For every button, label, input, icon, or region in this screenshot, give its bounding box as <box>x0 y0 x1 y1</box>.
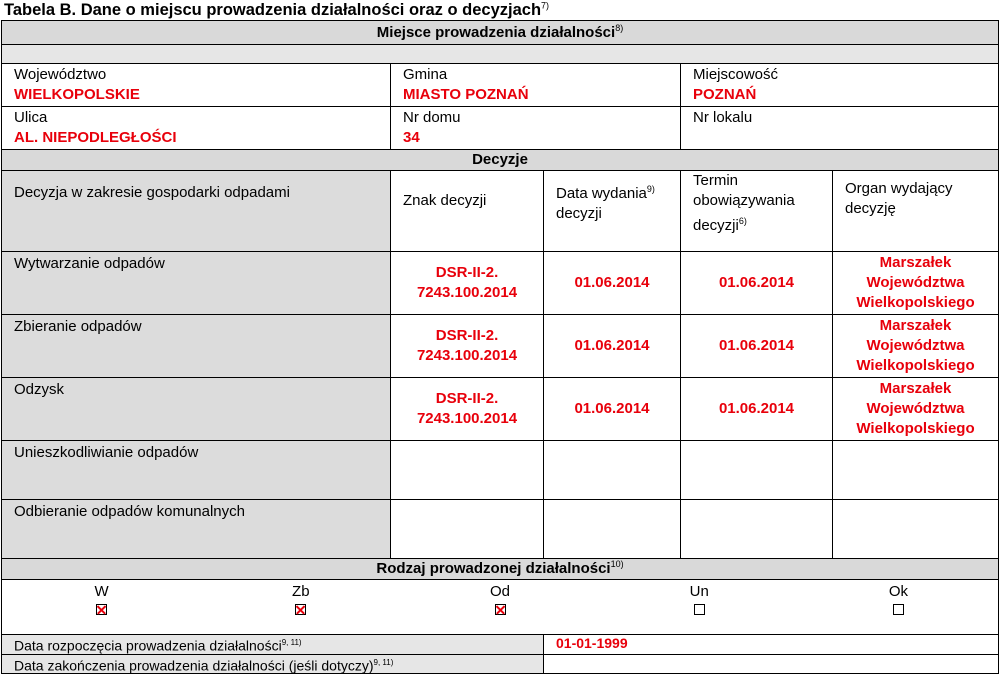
decision-termin <box>681 441 833 500</box>
decision-type: Odzysk <box>2 378 391 441</box>
decision-znak <box>391 441 544 500</box>
miejscowosc-field: Miejscowość POZNAŃ <box>681 64 999 107</box>
decision-type: Wytwarzanie odpadów <box>2 252 391 315</box>
decision-organ: Marszałek Województwa Wielkopolskiego <box>833 315 999 378</box>
decision-data: 01.06.2014 <box>544 315 681 378</box>
end-date-value <box>544 654 999 674</box>
activity-item: Zb <box>206 583 396 619</box>
decision-data <box>544 500 681 559</box>
decision-organ: Marszałek Województwa Wielkopolskiego <box>833 378 999 441</box>
col-header-data: Data wydania$^{9)}$ decyzji <box>544 171 681 252</box>
decision-znak <box>391 500 544 559</box>
col-header-termin: Termin obowiązywania decyzji$^{6)}$ <box>681 171 833 252</box>
start-date-label: Data rozpoczęcia prowadzenia działalności$^{9, 11)}$ <box>2 635 544 655</box>
activity-item: Un <box>604 583 794 619</box>
decision-znak: DSR-II-2. 7243.100.2014 <box>391 315 544 378</box>
col-header-type: Decyzja w zakresie gospodarki odpadami <box>2 171 391 252</box>
activity-checkboxes <box>2 580 999 635</box>
decision-organ <box>833 441 999 500</box>
decision-termin: 01.06.2014 <box>681 378 833 441</box>
col-header-organ: Organ wydający decyzję <box>833 171 999 252</box>
wojewodztwo-field: Województwo WIELKOPOLSKIE <box>2 64 391 107</box>
spacer <box>2 45 999 64</box>
decision-type: Odbieranie odpadów komunalnych <box>2 500 391 559</box>
decision-znak: DSR-II-2. 7243.100.2014 <box>391 378 544 441</box>
gmina-field: Gmina MIASTO POZNAŃ <box>391 64 681 107</box>
decision-type: Zbieranie odpadów <box>2 315 391 378</box>
decision-organ <box>833 500 999 559</box>
decision-data: 01.06.2014 <box>544 378 681 441</box>
decision-termin: 01.06.2014 <box>681 252 833 315</box>
decision-termin: 01.06.2014 <box>681 315 833 378</box>
nr-lokalu-field: Nr lokalu <box>681 107 999 150</box>
decision-termin <box>681 500 833 559</box>
decision-znak: DSR-II-2. 7243.100.2014 <box>391 252 544 315</box>
decision-data <box>544 441 681 500</box>
activity-item: Od <box>405 583 595 619</box>
activity-header: Rodzaj prowadzonej działalności$^{10)}$ <box>2 559 999 580</box>
activity-item: Ok <box>803 583 993 619</box>
table-title: Tabela B. Dane o miejscu prowadzenia działalności oraz o decyzjach$^{7)}$ <box>4 0 550 19</box>
ulica-field: Ulica AL. NIEPODLEGŁOŚCI <box>2 107 391 150</box>
decision-data: 01.06.2014 <box>544 252 681 315</box>
end-date-label: Data zakończenia prowadzenia działalności (jeśli dotyczy)$^{9, 11)}$ <box>2 654 544 674</box>
col-header-znak: Znak decyzji <box>391 171 544 252</box>
decisions-header: Decyzje <box>2 150 999 171</box>
decision-organ: Marszałek Województwa Wielkopolskiego <box>833 252 999 315</box>
activity-item: W <box>7 583 197 619</box>
decision-type: Unieszkodliwianie odpadów <box>2 441 391 500</box>
section-b-table <box>1 20 999 674</box>
start-date-value: 01-01-1999 <box>544 635 999 655</box>
nr-domu-field: Nr domu 34 <box>391 107 681 150</box>
location-header: Miejsce prowadzenia działalności$^{8)}$ <box>2 21 999 45</box>
